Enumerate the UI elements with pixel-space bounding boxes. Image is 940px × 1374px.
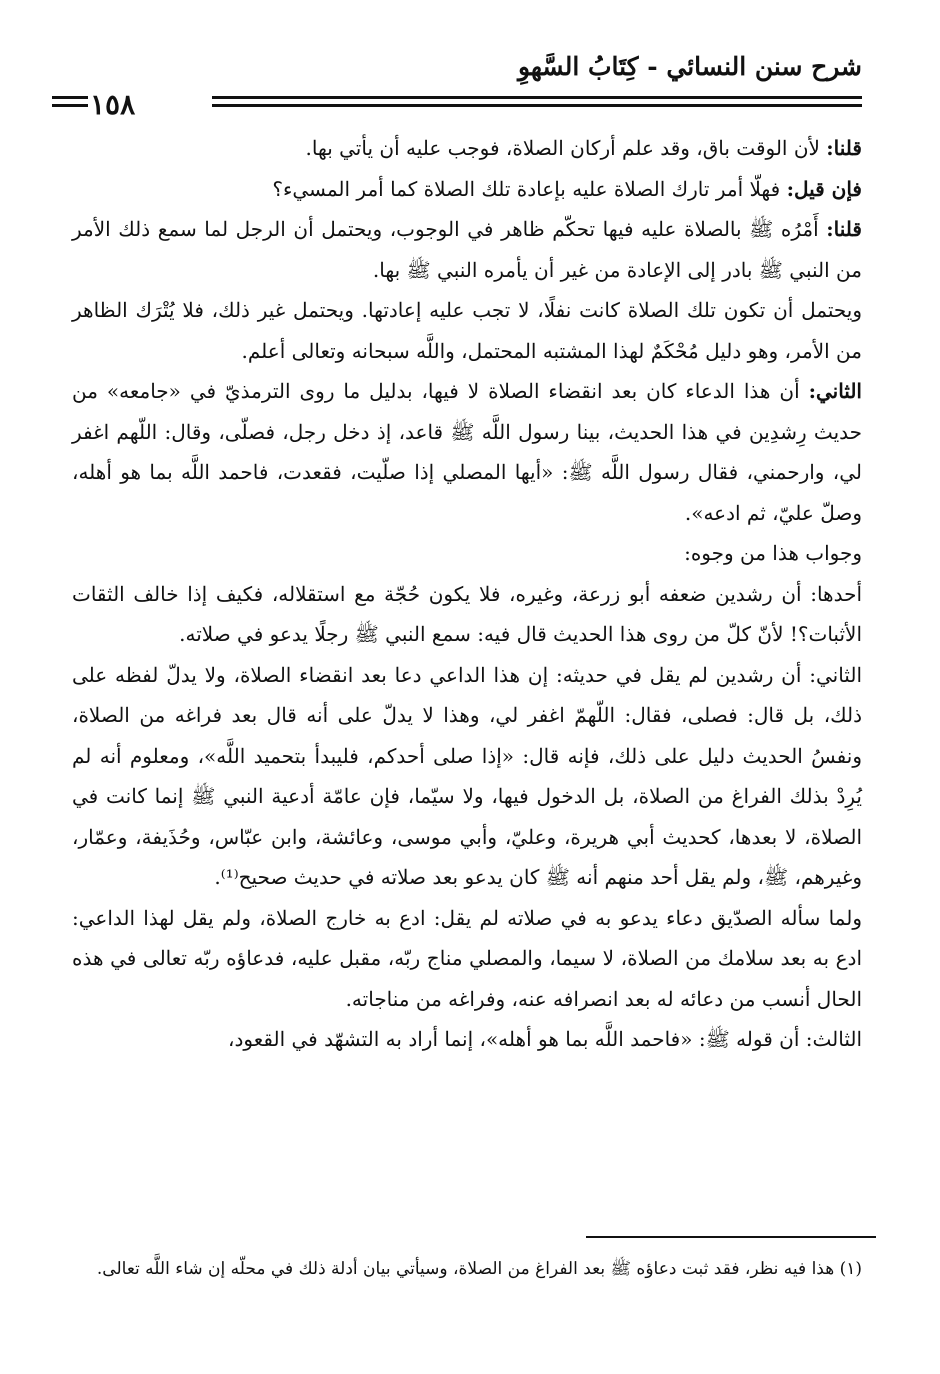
paragraph	[72, 371, 862, 533]
paragraph-text: ويحتمل أن تكون تلك الصلاة كانت نفلًا، لا تجب عليه إعادتها. ويحتمل غير ذلك، فلا يُتْرَك الظاهر من الأمر، وهو دليل مُحْكَمٌ لهذا المشتبه المحتمل، واللَّه سبحانه وتعالى أعلم.	[72, 298, 862, 363]
header-short-rule	[52, 96, 88, 110]
paragraph-lead: فإن قيل:	[786, 176, 862, 201]
page-header	[62, 52, 862, 122]
page-number: ١٥٨	[90, 88, 136, 121]
paragraph-lead: الثاني:	[808, 379, 862, 403]
body-text	[72, 128, 862, 1060]
paragraph-text: ولما سأله الصدّيق دعاء يدعو به في صلاته لم يقل: ادع به خارج الصلاة، ولم يقل لهذا الداعي: ادع به بعد سلامك من الصلاة، لا سيما، والمصلي مناج ربّه، مقبل عليه، فدعاؤه ربّه تعالى في هذه الحال أنسب من دعائه له بعد انصرافه عنه، وفراغه من مناجاته.	[72, 905, 862, 1011]
paragraph-text: الثالث: أن قوله ﷺ: «فاحمد اللَّه بما هو أهله»، إنما أراد به التشهّد في القعود،	[228, 1027, 862, 1051]
paragraph-text: فهلّا أمر تارك الصلاة عليه بإعادة تلك الصلاة كما أمر المسيء؟	[272, 176, 781, 201]
paragraph	[72, 209, 862, 290]
footnote-separator	[586, 1236, 876, 1238]
paragraph	[72, 290, 862, 371]
paragraph-text: أن هذا الدعاء كان بعد انقضاء الصلاة لا فيها، بدليل ما روى الترمذيّ في «جامعه» من حديث رِشدِين في هذا الحديث، بينا رسول اللَّه ﷺ قاعد، إذ دخل رجل، فصلّى، وقال: اللّهم اغفر لي، وارحمني، فقال رسول اللَّه ﷺ: «أيها المصلي إذا صلّيت، فقعدت، فاحمد اللَّه بما هو أهله، وصلّ عليّ، ثم ادعه».	[72, 379, 862, 525]
paragraph-lead: قلنا:	[826, 136, 862, 160]
footnote: (١) هذا فيه نظر، فقد ثبت دعاؤه ﷺ بعد الفراغ من الصلاة، وسيأتي بيان أدلة ذلك في محلّه إن شاء اللَّه تعالى.	[96, 1259, 862, 1279]
paragraph	[72, 128, 862, 169]
paragraph	[72, 898, 862, 1020]
paragraph	[72, 1019, 862, 1060]
paragraph	[72, 169, 862, 210]
paragraph-text: أحدها: أن رشدين ضعفه أبو زرعة، وغيره، فلا يكون حُجّة مع استقلاله، فكيف إذا خالف الثقات الأثبات؟! لأنّ كلّ من روى هذا الحديث قال فيه: سمع النبي ﷺ رجلًا يدعو في صلاته.	[72, 581, 862, 646]
running-title: شرح سنن النسائي - كِتَابُ السَّهوِ	[517, 52, 862, 81]
paragraph	[72, 574, 862, 655]
paragraph-text: أَمْرُه ﷺ بالصلاة عليه فيها تحكّم ظاهر في الوجوب، ويحتمل أن الرجل لما سمع ذلك الأمر من النبي ﷺ بادر إلى الإعادة من غير أن يأمره النبي ﷺ بها.	[72, 217, 862, 282]
paragraph-text: الثاني: أن رشدين لم يقل في حديثه: إن هذا الداعي دعا بعد انقضاء الصلاة، ولا يدلّ لفظه على ذلك، بل قال: فصلى، فقال: اللّهمّ اغفر لي، وهذا لا يدلّ على أنه قال بعد فراغه من الصلاة، ونفسُ الحديث دليل على ذلك، فإنه قال: «إذا صلى أحدكم، فليبدأ بتحميد اللَّه»، ومعلوم أنه لم يُرِدْ بذلك الفراغ من الصلاة، بل الدخول فيها، ولا سيّما، فإن عامّة أدعية النبي ﷺ إنما كانت في الصلاة، لا بعدها، كحديث أبي هريرة، وعليّ، وأبي موسى، وعائشة، وابن عبّاس، وحُذَيفة، وعمّار، وغيرهم، ﷺ، ولم يقل أحد منهم أنه ﷺ كان يدعو بعد صلاته في حديث صحيح⁽¹⁾.	[72, 662, 863, 889]
paragraph-lead: قلنا:	[826, 217, 862, 241]
paragraph-text: لأن الوقت باق، وقد علم أركان الصلاة، فوجب عليه أن يأتي بها.	[305, 136, 820, 160]
paragraph	[72, 533, 862, 574]
header-double-rule	[212, 96, 862, 110]
paragraph	[72, 655, 862, 898]
paragraph-text: وجواب هذا من وجوه:	[684, 541, 862, 565]
